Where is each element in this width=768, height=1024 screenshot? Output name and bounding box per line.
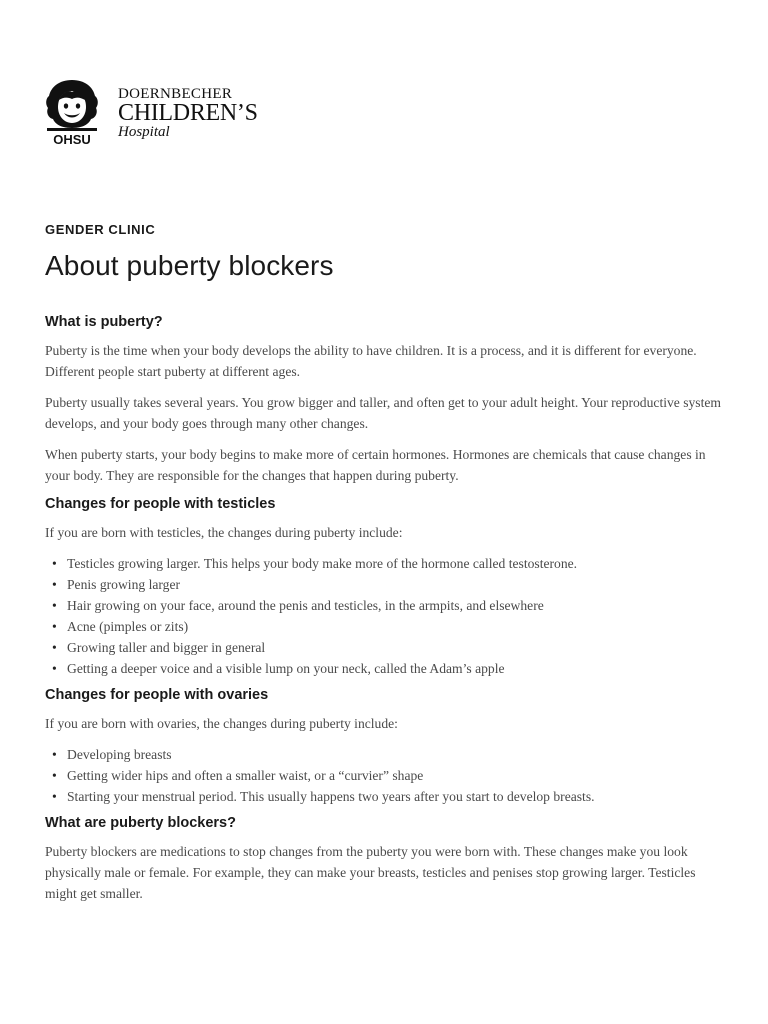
document-body <box>45 314 730 914</box>
paragraph: Puberty is the time when your body develops the ability to have children. It is a process, and it is different for everyone. Different people start puberty at different ages. <box>45 343 697 379</box>
page-title: About puberty blockers <box>45 250 334 281</box>
paragraph: If you are born with testicles, the changes during puberty include: <box>45 525 403 540</box>
paragraph: Puberty blockers are medications to stop changes from the puberty you were born with. These changes make you look physically male or female. For example, they can make your breasts, testicles and penises stop growing larger. Testicles might get smaller. <box>45 844 696 901</box>
list-item: • Getting a deeper voice and a visible lump on your neck, called the Adam’s apple <box>67 658 730 679</box>
bullet-list <box>45 553 730 679</box>
paragraph: If you are born with ovaries, the changes during puberty include: <box>45 716 398 731</box>
section-what-is-puberty <box>45 314 730 486</box>
logo-line-1: DOERNBECHER <box>118 86 233 102</box>
section-heading: Changes for people with ovaries <box>45 687 269 703</box>
section-puberty-blockers <box>45 815 730 904</box>
section-testicles <box>45 496 730 679</box>
logo-line-3: Hospital <box>118 124 170 140</box>
logo-mark-text: OHSU <box>53 132 91 146</box>
list-item: • Hair growing on your face, around the penis and testicles, in the armpits, and elsewhere <box>67 595 730 616</box>
list-item: • Getting wider hips and often a smaller waist, or a “curvier” shape <box>67 765 730 786</box>
logo-line-2: CHILDREN’S <box>118 100 258 126</box>
list-item: • Starting your menstrual period. This usually happens two years after you start to develop breasts. <box>67 786 730 807</box>
section-ovaries <box>45 687 730 807</box>
list-item: • Growing taller and bigger in general <box>67 637 730 658</box>
list-item: • Developing breasts <box>67 744 730 765</box>
list-item: • Penis growing larger <box>67 574 730 595</box>
list-item: • Testicles growing larger. This helps your body make more of the hormone called testosterone. <box>67 553 730 574</box>
section-kicker: GENDER CLINIC <box>45 222 156 237</box>
bullet-list <box>45 744 730 807</box>
section-heading: What are puberty blockers? <box>45 815 236 831</box>
section-heading: Changes for people with testicles <box>45 496 276 512</box>
list-item: • Acne (pimples or zits) <box>67 616 730 637</box>
logo-wordmark <box>118 87 258 140</box>
hospital-logo <box>45 78 265 148</box>
paragraph: When puberty starts, your body begins to make more of certain hormones. Hormones are chemicals that cause changes in your body. They are responsible for the changes that happen during puberty. <box>45 447 706 483</box>
child-face-logo-icon <box>45 78 99 146</box>
paragraph: Puberty usually takes several years. You grow bigger and taller, and often get to your adult height. Your reproductive system develops, and your body goes through many other changes. <box>45 395 721 431</box>
section-heading: What is puberty? <box>45 314 163 330</box>
